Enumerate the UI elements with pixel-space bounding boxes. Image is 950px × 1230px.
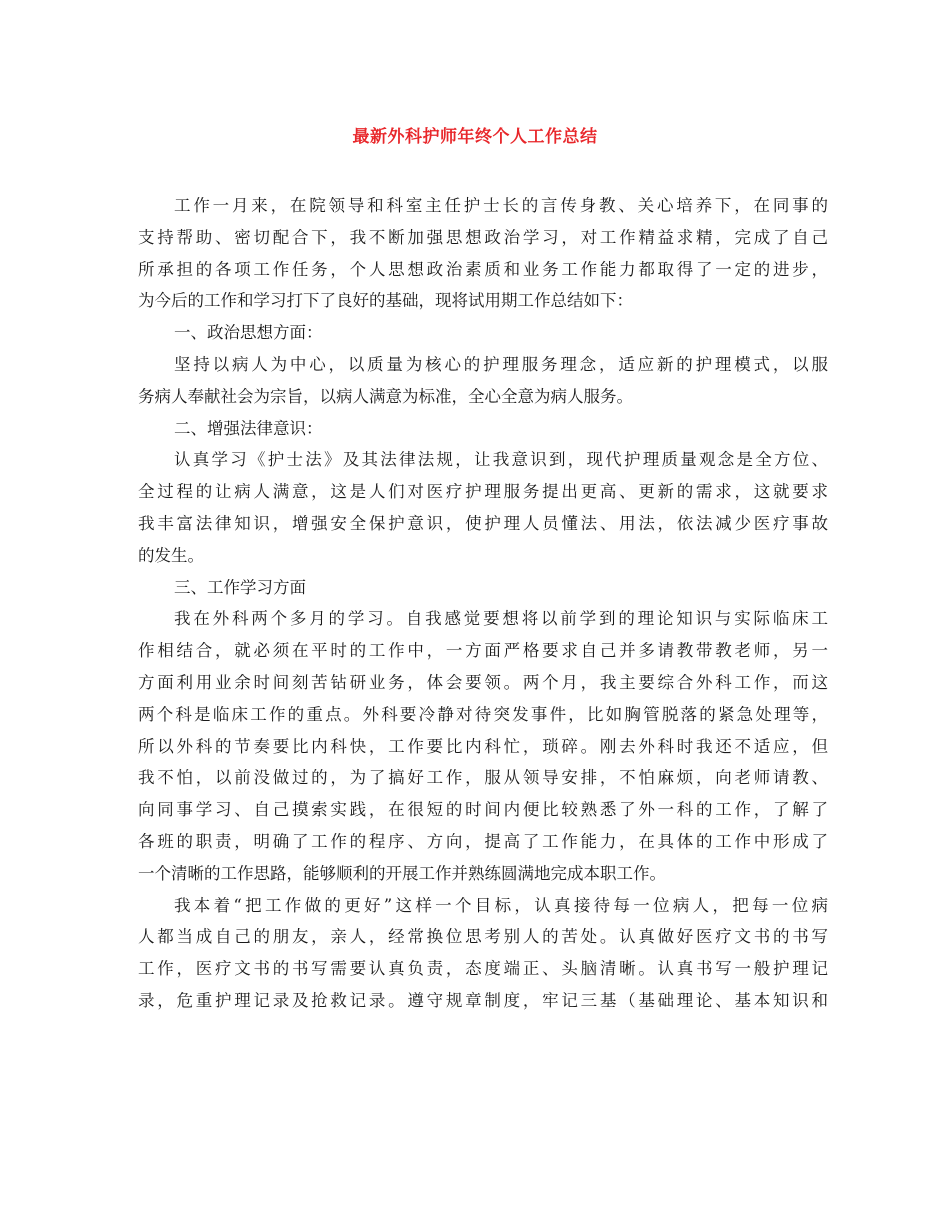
section-heading: 一、政治思想方面： [174,323,323,343]
paragraph-line: 支持帮助、密切配合下，我不断加强思想政治学习，对工作精益求精，完成了自己 [138,227,828,247]
section-heading: 三、工作学习方面 [174,577,306,597]
paragraph-line: 我丰富法律知识，增强安全保护意识，使护理人员懂法、用法，依法减少医疗事故 [138,513,828,533]
section-heading: 二、增强法律意识： [174,418,323,438]
paragraph-line: 所以外科的节奏要比内科快，工作要比内科忙，琐碎。刚去外科时我还不适应，但 [138,736,828,756]
paragraph-line: 坚持以病人为中心，以质量为核心的护理服务理念，适应新的护理模式，以服 [174,354,828,374]
paragraph-line: 我本着“把工作做的更好”这样一个目标，认真接待每一位病人，把每一位病 [174,895,828,915]
document-title: 最新外科护师年终个人工作总结 [352,127,598,147]
paragraph-line: 一个清晰的工作思路，能够顺利的开展工作并熟练圆满地完成本职工作。 [138,863,666,883]
paragraph-line: 作相结合，就必须在平时的工作中，一方面严格要求自己并多请教带教老师，另一 [138,641,828,661]
paragraph-line: 向同事学习、自己摸索实践，在很短的时间内便比较熟悉了外一科的工作，了解了 [138,800,828,820]
paragraph-line: 为今后的工作和学习打下了良好的基础，现将试用期工作总结如下： [138,291,633,311]
paragraph-line: 的发生。 [138,545,204,565]
document-body [138,190,828,1017]
paragraph-line: 我在外科两个多月的学习。自我感觉要想将以前学到的理论知识与实际临床工 [174,609,828,629]
paragraph-line: 录，危重护理记录及抢救记录。遵守规章制度，牢记三基（基础理论、基本知识和 [138,990,828,1010]
paragraph-line: 工作，医疗文书的书写需要认真负责，态度端正、头脑清晰。认真书写一般护理记 [138,959,828,979]
paragraph-line: 各班的职责，明确了工作的程序、方向，提高了工作能力，在具体的工作中形成了 [138,831,828,851]
paragraph-line: 务病人奉献社会为宗旨，以病人满意为标准，全心全意为病人服务。 [138,386,633,406]
paragraph-line: 两个科是临床工作的重点。外科要冷静对待突发事件，比如胸管脱落的紧急处理等， [138,704,828,724]
paragraph-line: 人都当成自己的朋友，亲人，经常换位思考别人的苦处。认真做好医疗文书的书写 [138,927,828,947]
paragraph-line: 所承担的各项工作任务，个人思想政治素质和业务工作能力都取得了一定的进步， [138,259,828,279]
paragraph-line: 工作一月来，在院领导和科室主任护士长的言传身教、关心培养下，在同事的 [174,196,828,215]
paragraph-line: 认真学习《护士法》及其法律法规，让我意识到，现代护理质量观念是全方位、 [174,450,828,470]
paragraph-line: 方面利用业余时间刻苦钻研业务，体会要领。两个月，我主要综合外科工作，而这 [138,672,828,692]
paragraph-line: 我不怕，以前没做过的，为了搞好工作，服从领导安排，不怕麻烦，向老师请教、 [138,768,828,788]
paragraph-line: 全过程的让病人满意，这是人们对医疗护理服务提出更高、更新的需求，这就要求 [138,482,828,502]
